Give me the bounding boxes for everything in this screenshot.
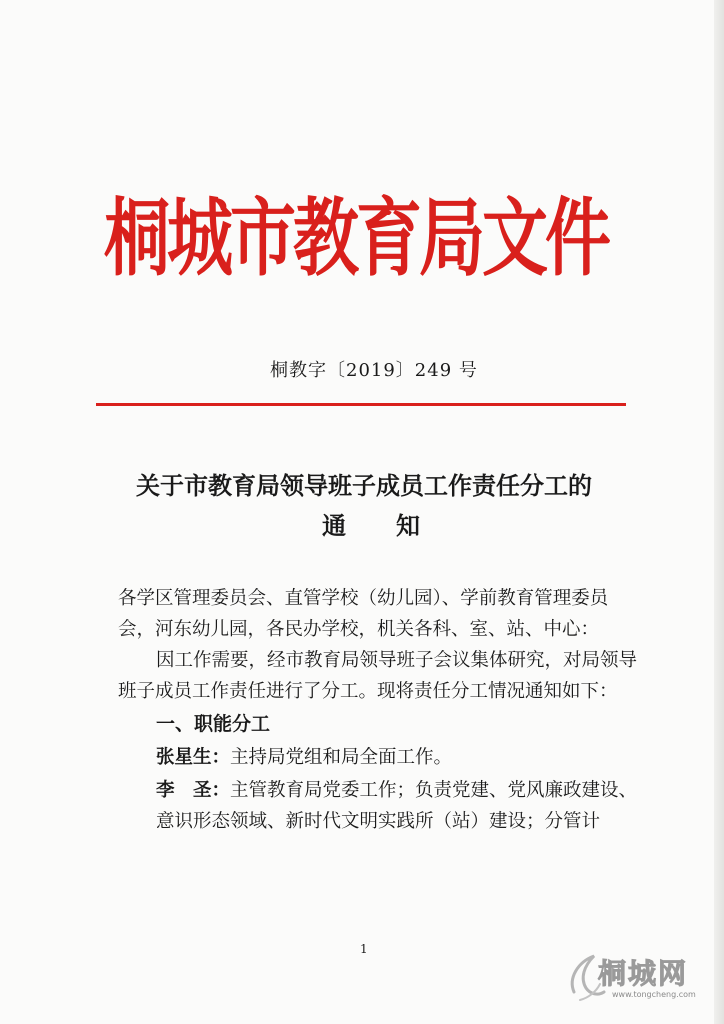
page-number: 1 [360, 942, 368, 956]
recipients-paragraph: 各学区管理委员会、直管学校（幼儿园）、学前教育管理委员会，河东幼儿园，各民办学校，机关各科、室、站、中心： [118, 588, 609, 640]
section-heading: 一、职能分工 [156, 713, 271, 735]
notice-title: 关于市教育局领导班子成员工作责任分工的 [136, 471, 592, 500]
leader-name: 张星生： [156, 747, 231, 768]
document-body [118, 583, 638, 837]
red-divider-rule [96, 403, 626, 406]
duty-entry [156, 742, 638, 773]
intro-paragraph: 因工作需要，经市教育局领导班子会议集体研究，对局领导班子成员工作责任进行了分工。现将责任分工情况通知如下： [118, 650, 638, 702]
header-title: 桐城市教育局文件 [104, 188, 608, 289]
watermark-url: www.tongcheng.com [612, 990, 696, 999]
leader-duty: 主持局党组和局全面工作。 [230, 747, 453, 768]
document-number: 桐教字〔2019〕249 号 [270, 360, 478, 381]
notice-subtitle: 通知 [322, 511, 470, 540]
leader-name: 李 圣： [156, 780, 231, 801]
scan-edge [714, 0, 724, 1024]
duty-entry [156, 775, 638, 837]
leader-duty: 主管教育局党委工作；负责党建、党风廉政建设、意识形态领域、新时代文明实践所（站）建设；分管计 [156, 780, 638, 832]
watermark-text: 桐城网 [598, 957, 689, 990]
